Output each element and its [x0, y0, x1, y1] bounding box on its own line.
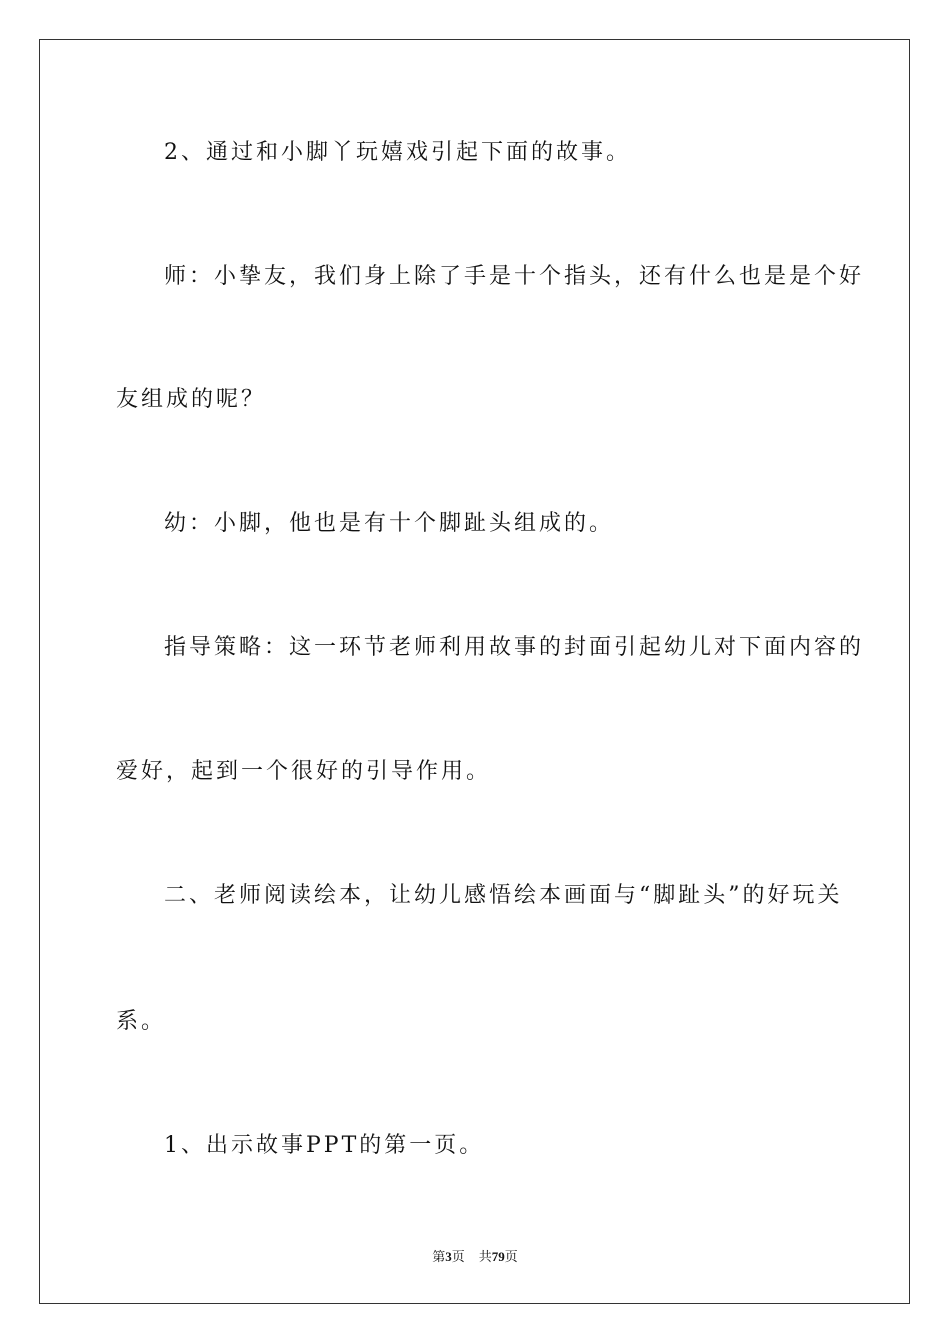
current-page-number: 3 — [445, 1249, 452, 1264]
total-prefix: 共 — [478, 1249, 492, 1264]
paragraph-line-4: 幼：小脚，他也是有十个脚趾头组成的。 — [164, 511, 615, 536]
paragraph-line-9: 1、出示故事PPT的第一页。 — [164, 1133, 485, 1158]
paragraph-line-1: 2、通过和小脚丫玩嬉戏引起下面的故事。 — [164, 140, 631, 165]
paragraph-line-8: 系。 — [116, 1009, 167, 1034]
paragraph-line-3: 友组成的呢？ — [116, 387, 267, 412]
page-prefix: 第 — [432, 1249, 446, 1264]
paragraph-line-2: 师：小挚友，我们身上除了手是十个指头，还有什么也是是个好 — [164, 264, 865, 289]
paragraph-line-6: 爱好，起到一个很好的引导作用。 — [116, 759, 492, 784]
paragraph-line-7: 二、老师阅读绘本，让幼儿感悟绘本画面与“脚趾头”的好玩关 — [164, 883, 843, 908]
page-footer — [0, 1248, 950, 1266]
total-suffix: 页 — [504, 1249, 518, 1264]
page-frame — [39, 39, 910, 1304]
paragraph-line-5: 指导策略：这一环节老师利用故事的封面引起幼儿对下面内容的 — [164, 635, 865, 660]
total-page-count: 79 — [491, 1249, 505, 1264]
page-suffix: 页 — [451, 1249, 465, 1264]
